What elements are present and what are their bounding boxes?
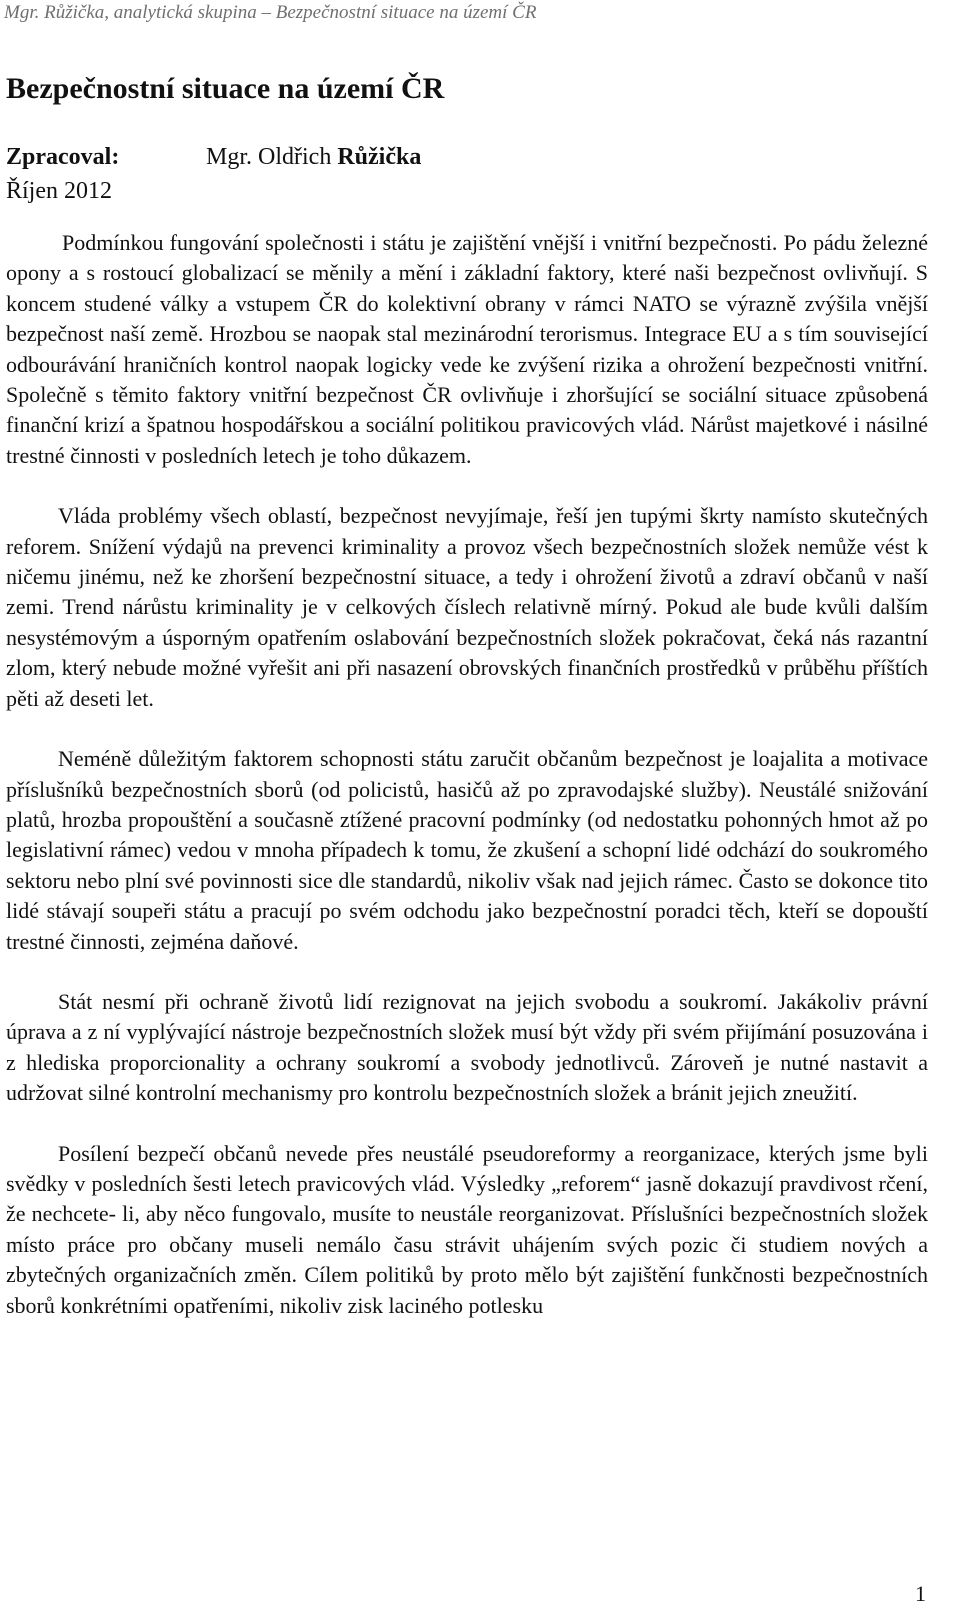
- author-line: [6, 140, 421, 174]
- document-date: Říjen 2012: [6, 178, 112, 204]
- running-header: Mgr. Růžička, analytická skupina – Bezpečnostní situace na území ČR: [4, 2, 537, 23]
- paragraph: Neméně důležitým faktorem schopnosti státu zaručit občanům bezpečnost je loajalita a motivace příslušníků bezpečnostních sborů (od policistů, hasičů až po zpravodajské služby). Neustálé snižování platů, hrozba propouštění a současně ztížené pracovní podmínky (od nedostatku pohonných hmot až po legislativní rámec) vedou v mnoha případech k tomu, že zkušení a schopní lidé odchází do soukromého sektoru nebo plní své povinnosti sice dle standardů, nikoliv však nad jejich rámec. Často se dokonce tito lidé stávají soupeři státu a pracují po svém odchodu jako bezpečnostní poradci těch, kteří se dopouští trestné činnosti, zejména daňové.: [6, 746, 928, 954]
- page-number: 1: [915, 1581, 926, 1606]
- paragraph: Vláda problémy všech oblastí, bezpečnost nevyjímaje, řeší jen tupými škrty namísto skutečných reforem. Snížení výdajů na prevenci kriminality a provoz všech bezpečnostních složek nemůže vést k ničemu jinému, než ke zhoršení bezpečnostní situace, a tedy i ohrožení životů a zdraví občanů v naší zemi. Trend nárůstu kriminality je v celkových číslech relativně mírný. Pokud ale bude kvůli dalším nesystémovým a úsporným opatřením oslabování bezpečnostních složek pokračovat, čeká nás razantní zlom, který nebude možné vyřešit ani při nasazení obrovských finančních prostředků v průběhu příštích pěti až deseti let.: [6, 503, 928, 711]
- paragraph: Podmínkou fungování společnosti i státu je zajištění vnější i vnitřní bezpečnosti. Po pádu železné opony a s rostoucí globalizací se měnily a mění i základní faktory, které naši bezpečnost ovlivňují. S koncem studené války a vstupem ČR do kolektivní obrany v rámci NATO se výrazně zvýšila vnější bezpečnost naší země. Hrozbou se naopak stal mezinárodní terorismus. Integrace EU a s tím související odbourávání hraničních kontrol naopak logicky vede ke zvýšení rizika a ohrožení bezpečnosti vnitřní. Společně s těmito faktory vnitřní bezpečnost ČR ovlivňuje i zhoršující se sociální situace způsobená finanční krizí a špatnou hospodářskou a sociální politikou pravicových vlád. Nárůst majetkové i násilné trestné činnosti v posledních letech je toho důkazem.: [6, 230, 928, 468]
- paragraph: Posílení bezpečí občanů nevede přes neustálé pseudoreformy a reorganizace, kterých jsme byli svědky v posledních šesti letech pravicových vlád. Výsledky „reforem“ jasně dokazují pravdivost rčení, že nechcete- li, aby něco fungovalo, musíte to neustále reorganizovat. Příslušníci bezpečnostních složek místo práce pro občany museli nemálo času strávit uhájením svých pozic či studiem nových a zbytečných organizačních změn. Cílem politiků by proto mělo být zajištění funkčnosti bezpečnostních sborů konkrétními opatřeními, nikoliv zisk laciného potlesku: [6, 1140, 928, 1318]
- paragraph: Stát nesmí při ochraně životů lidí rezignovat na jejich svobodu a soukromí. Jakákoliv právní úprava a z ní vyplývající nástroje bezpečnostních složek musí být vždy při svém přijímání posuzována i z hlediska proporcionality a ochrany soukromí a svobody jednotlivců. Zároveň je nutné nastavit a udržovat silné kontrolní mechanismy pro kontrolu bezpečnostních složek a bránit jejich zneužití.: [6, 988, 928, 1106]
- document-meta: [6, 140, 421, 208]
- document-title: Bezpečnostní situace na území ČR: [6, 72, 445, 105]
- body-text: [6, 228, 928, 1351]
- author-last-name: Růžička: [337, 144, 422, 170]
- author-first-name: Mgr. Oldřich: [206, 144, 332, 170]
- prepared-by-label: Zpracoval:: [6, 144, 120, 170]
